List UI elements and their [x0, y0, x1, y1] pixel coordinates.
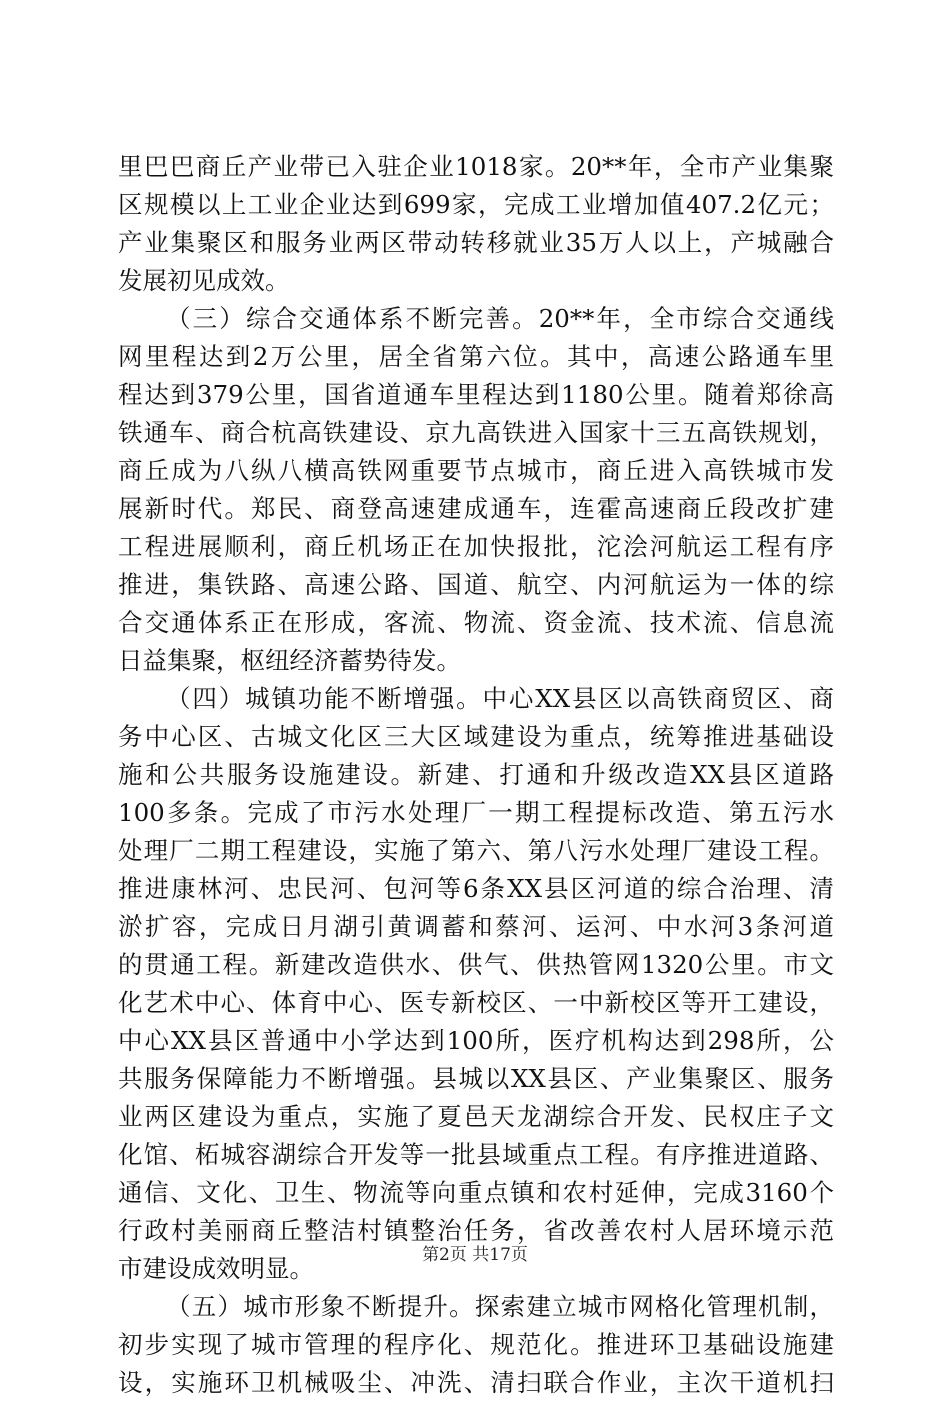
text-line: 的贯通工程。新建改造供水、供气、供热管网1320公里。市文: [118, 950, 834, 979]
text-line: 化馆、柘城容湖综合开发等一批县域重点工程。有序推进道路、: [118, 1140, 834, 1169]
text-line: 展新时代。郑民、商登高速建成通车，连霍高速商丘段改扩建: [118, 494, 834, 523]
text-line: 铁通车、商合杭高铁建设、京九高铁进入国家十三五高铁规划，: [118, 418, 834, 447]
text-line: 共服务保障能力不断增强。县城以XX县区、产业集聚区、服务: [118, 1064, 834, 1093]
document-body: [118, 148, 834, 1402]
text-line: 日益集聚，枢纽经济蓄势待发。: [118, 646, 461, 675]
text-line: 务中心区、古城文化区三大区域建设为重点，统筹推进基础设: [118, 722, 834, 751]
text-line: 设，实施环卫机械吸尘、冲洗、清扫联合作业，主次干道机扫: [118, 1368, 834, 1397]
text-line: 行政村美丽商丘整洁村镇整治任务，省改善农村人居环境示范: [118, 1216, 834, 1245]
text-line: 施和公共服务设施建设。新建、打通和升级改造XX县区道路: [118, 760, 834, 789]
page-footer: [0, 1240, 950, 1265]
text-line: 淤扩容，完成日月湖引黄调蓄和蔡河、运河、中水河3条河道: [118, 912, 834, 941]
text-line: 合交通体系正在形成，客流、物流、资金流、技术流、信息流: [118, 608, 834, 637]
text-line: 工程进展顺利，商丘机场正在加快报批，沱浍河航运工程有序: [118, 532, 834, 561]
text-line: （五）城市形象不断提升。探索建立城市网格化管理机制，: [166, 1292, 834, 1321]
text-line: 里巴巴商丘产业带已入驻企业1018家。20**年，全市产业集聚: [118, 152, 834, 181]
text-line: 市建设成效明显。: [118, 1254, 314, 1283]
text-line: 初步实现了城市管理的程序化、规范化。推进环卫基础设施建: [118, 1330, 834, 1359]
text-line: 化艺术中心、体育中心、医专新校区、一中新校区等开工建设，: [118, 988, 834, 1017]
text-line: 通信、文化、卫生、物流等向重点镇和农村延伸，完成3160个: [118, 1178, 834, 1207]
text-line: （三）综合交通体系不断完善。20**年，全市综合交通线: [166, 304, 834, 333]
text-line: 100多条。完成了市污水处理厂一期工程提标改造、第五污水: [118, 798, 834, 827]
text-line: 中心XX县区普通中小学达到100所，医疗机构达到298所，公: [118, 1026, 834, 1055]
text-line: （四）城镇功能不断增强。中心XX县区以高铁商贸区、商: [166, 684, 834, 713]
text-line: 处理厂二期工程建设，实施了第六、第八污水处理厂建设工程。: [118, 836, 834, 865]
text-line: 发展初见成效。: [118, 266, 290, 295]
text-line: 商丘成为八纵八横高铁网重要节点城市，商丘进入高铁城市发: [118, 456, 834, 485]
text-line: 产业集聚区和服务业两区带动转移就业35万人以上，产城融合: [118, 228, 834, 257]
text-line: 业两区建设为重点，实施了夏邑天龙湖综合开发、民权庄子文: [118, 1102, 834, 1131]
text-line: 网里程达到2万公里，居全省第六位。其中，高速公路通车里: [118, 342, 834, 371]
text-line: 程达到379公里，国省道通车里程达到1180公里。随着郑徐高: [118, 380, 834, 409]
page-number-label: 第2页 共17页: [422, 1245, 528, 1265]
text-line: 区规模以上工业企业达到699家，完成工业增加值407.2亿元；: [118, 190, 834, 219]
text-line: 推进康林河、忠民河、包河等6条XX县区河道的综合治理、清: [118, 874, 834, 903]
text-line: 推进，集铁路、高速公路、国道、航空、内河航运为一体的综: [118, 570, 834, 599]
